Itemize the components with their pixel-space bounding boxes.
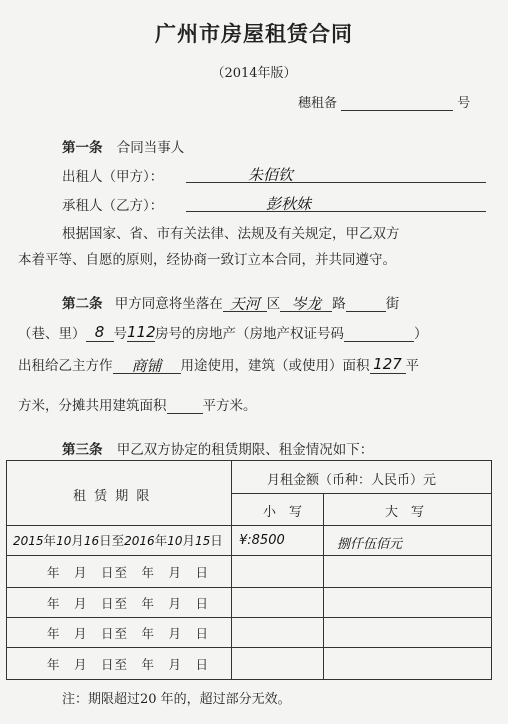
month-label-2: 月 bbox=[182, 533, 196, 548]
table-row: 年 月 日至 年 月 日 bbox=[47, 626, 210, 641]
contract-number-suffix: 号 bbox=[457, 96, 471, 111]
article2-line4 bbox=[18, 394, 257, 414]
rent-small-value: ¥:8500 bbox=[239, 533, 285, 548]
lessee-row bbox=[62, 194, 163, 214]
article2-text12: 方米，分摊共用建筑面积 bbox=[18, 398, 167, 414]
lessor-field bbox=[186, 164, 486, 183]
article2-line1 bbox=[62, 292, 399, 312]
start-day: 16 bbox=[83, 534, 100, 548]
article2-text5: （巷、里） bbox=[18, 326, 86, 342]
year-label: 年 bbox=[43, 533, 57, 548]
article3-header bbox=[62, 438, 373, 458]
article2-text2: 区 bbox=[266, 296, 281, 312]
article3-heading: 第三条 bbox=[62, 442, 103, 458]
day-label-2: 日 bbox=[210, 533, 223, 548]
col-rent: 月租金额（币种：人民币）元 bbox=[267, 473, 437, 488]
article1-header bbox=[62, 136, 184, 156]
year-label-2: 年 bbox=[154, 533, 168, 548]
article2-text6: 号 bbox=[113, 326, 127, 342]
district-value: 天河 bbox=[229, 295, 260, 313]
contract-number-prefix: 穗租备 bbox=[298, 96, 338, 111]
start-month: 10 bbox=[56, 534, 72, 548]
lane-number: 8 bbox=[94, 323, 105, 341]
article1-heading: 第一条 bbox=[62, 140, 103, 156]
month-label: 月 bbox=[71, 533, 84, 548]
lessor-label: 出租人（甲方）： bbox=[62, 169, 164, 185]
article2-line3 bbox=[18, 354, 419, 374]
usage-value: 商铺 bbox=[131, 357, 162, 375]
contract-number-blank bbox=[341, 96, 453, 111]
end-year: 2016 bbox=[124, 534, 155, 548]
edition-label: （2014年版） bbox=[211, 66, 297, 81]
article1-body-line2: 本着平等、自愿的原则，经协商一致订立本合同，并共同遵守。 bbox=[18, 252, 396, 268]
table-row: 年 月 日至 年 月 日 bbox=[47, 657, 210, 672]
lessee-label: 承租人（乙方）： bbox=[62, 198, 164, 214]
lessor-row bbox=[62, 165, 163, 185]
footnote: 注：期限超过20 年的，超过部分无效。 bbox=[62, 692, 291, 707]
article2-text13: 平方米。 bbox=[202, 398, 257, 414]
table-row: 年 月 日至 年 月 日 bbox=[47, 565, 210, 580]
road-value: 岑龙 bbox=[291, 295, 322, 313]
col-small: 小 写 bbox=[263, 505, 303, 520]
col-large: 大 写 bbox=[385, 505, 425, 520]
end-month: 10 bbox=[167, 534, 183, 548]
table-row: 年 月 日至 年 月 日 bbox=[47, 596, 210, 611]
document-title: 广州市房屋租赁合同 bbox=[155, 22, 353, 46]
article1-title: 合同当事人 bbox=[116, 140, 185, 156]
house-number: 112 bbox=[127, 323, 156, 341]
area-value: 127 bbox=[373, 355, 402, 373]
start-year: 2015 bbox=[13, 534, 44, 548]
rent-large-value: 捌仟伍佰元 bbox=[337, 537, 403, 552]
article3-text: 甲乙双方协定的租赁期限、租金情况如下： bbox=[116, 442, 374, 458]
article2-text11: 平 bbox=[405, 358, 419, 374]
article2-line2 bbox=[18, 322, 428, 342]
lessor-value: 朱佰钦 bbox=[248, 166, 294, 184]
article2-heading: 第二条 bbox=[62, 296, 103, 312]
article2-text3: 路 bbox=[332, 296, 346, 312]
rent-table bbox=[6, 460, 492, 680]
article2-text7: 房号的房地产（房地产权证号码 bbox=[155, 326, 344, 342]
lessee-field bbox=[186, 193, 486, 212]
article2-text8: ） bbox=[414, 326, 428, 342]
article2-text9: 出租给乙主方作 bbox=[18, 358, 113, 374]
contract-number bbox=[298, 92, 470, 111]
table-row bbox=[13, 531, 223, 549]
article1-body-line1: 根据国家、省、市有关法律、法规及有关规定，甲乙双方 bbox=[62, 226, 400, 242]
article2-text10: 用途使用，建筑（或使用）面积 bbox=[180, 358, 370, 374]
day-to-label: 日至 bbox=[99, 533, 125, 548]
end-day: 15 bbox=[195, 534, 211, 548]
col-period: 租 赁 期 限 bbox=[73, 489, 152, 504]
article2-text4: 街 bbox=[385, 296, 400, 312]
article2-text1: 甲方同意将坐落在 bbox=[114, 296, 223, 312]
lessee-value: 彭秋妹 bbox=[266, 195, 312, 213]
